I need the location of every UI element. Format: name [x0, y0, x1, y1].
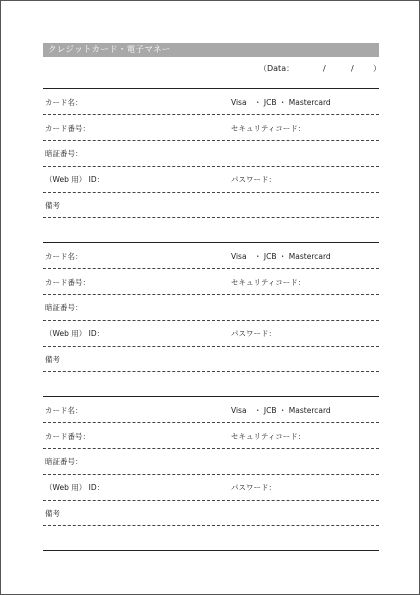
notes-field[interactable]: 備考: [45, 201, 60, 210]
row-divider: [43, 525, 379, 526]
card-brand-options[interactable]: Visa ・ JCB ・ Mastercard: [231, 252, 331, 261]
row-divider: [43, 371, 379, 372]
form-title: クレジットカード・電子マネー: [43, 43, 379, 57]
row-divider: [43, 500, 379, 501]
row-divider: [43, 346, 379, 347]
password-field[interactable]: パスワード：: [231, 329, 276, 338]
web-id-field[interactable]: （Web 用） ID：: [45, 329, 105, 338]
card-brand-options[interactable]: Visa ・ JCB ・ Mastercard: [231, 406, 331, 415]
row-divider: [43, 448, 379, 449]
card-name-field[interactable]: カード名：: [45, 252, 83, 261]
security-code-field[interactable]: セキュリティコード：: [231, 124, 306, 133]
date-field[interactable]: [259, 63, 383, 75]
security-code-field[interactable]: セキュリティコード：: [231, 278, 306, 287]
card-bottom-rule: [43, 550, 379, 551]
date-open-label: （Data：: [259, 64, 295, 73]
pin-field[interactable]: 暗証番号：: [45, 303, 83, 312]
row-divider: [43, 422, 379, 423]
card-top-rule: [43, 242, 379, 243]
card-brand-options[interactable]: Visa ・ JCB ・ Mastercard: [231, 98, 331, 107]
row-divider: [43, 474, 379, 475]
pin-field[interactable]: 暗証番号：: [45, 457, 83, 466]
card-name-field[interactable]: カード名：: [45, 98, 83, 107]
row-divider: [43, 268, 379, 269]
row-divider: [43, 217, 379, 218]
password-field[interactable]: パスワード：: [231, 175, 276, 184]
row-divider: [43, 114, 379, 115]
card-number-field[interactable]: カード番号：: [45, 278, 90, 287]
row-divider: [43, 294, 379, 295]
card-number-field[interactable]: カード番号：: [45, 432, 90, 441]
password-field[interactable]: パスワード：: [231, 483, 276, 492]
web-id-field[interactable]: （Web 用） ID：: [45, 483, 105, 492]
row-divider: [43, 320, 379, 321]
card-name-field[interactable]: カード名：: [45, 406, 83, 415]
pin-field[interactable]: 暗証番号：: [45, 149, 83, 158]
card-top-rule: [43, 88, 379, 89]
card-number-field[interactable]: カード番号：: [45, 124, 90, 133]
security-code-field[interactable]: セキュリティコード：: [231, 432, 306, 441]
row-divider: [43, 192, 379, 193]
card-top-rule: [43, 396, 379, 397]
row-divider: [43, 140, 379, 141]
date-separator: /: [351, 64, 354, 73]
date-separator: /: [323, 64, 326, 73]
date-close-label: ）: [373, 64, 381, 73]
notes-field[interactable]: 備考: [45, 355, 60, 364]
web-id-field[interactable]: （Web 用） ID：: [45, 175, 105, 184]
notes-field[interactable]: 備考: [45, 509, 60, 518]
row-divider: [43, 166, 379, 167]
